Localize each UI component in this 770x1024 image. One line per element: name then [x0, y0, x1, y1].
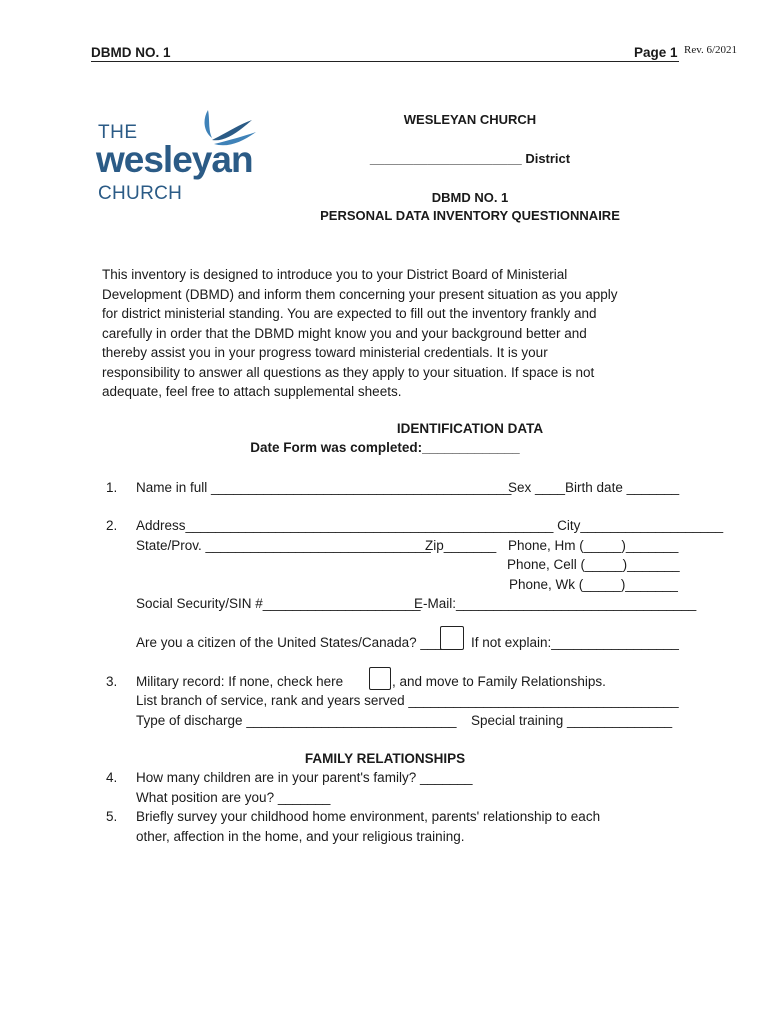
intro-line: Development (DBMD) and inform them concerning your present situation as you apply [102, 286, 618, 302]
wesleyan-logo [96, 108, 266, 208]
form-number-header: DBMD NO. 1 [91, 45, 171, 60]
logo-line-wesleyan: wesleyan [96, 139, 253, 180]
family-heading: FAMILY RELATIONSHIPS [304, 751, 466, 766]
sex-birthdate-field[interactable]: Sex ____Birth date _______ [508, 480, 680, 495]
discharge-field[interactable]: Type of discharge ____________________________ [136, 713, 457, 728]
district-field[interactable]: _____________________ District [369, 151, 571, 166]
children-count-field[interactable]: How many children are in your parent's family? _______ [136, 770, 473, 785]
intro-line: for district ministerial standing. You are expected to fill out the inventory frankly and [102, 306, 597, 321]
logo-line-church: CHURCH [98, 183, 183, 204]
ssn-field[interactable]: Social Security/SIN #_____________________ [136, 596, 421, 611]
citizen-question: Are you a citizen of the United States/Canada? ____ [136, 635, 451, 650]
intro-line: adequate, feel free to attach supplemental sheets. [102, 384, 402, 399]
intro-paragraph [102, 265, 672, 402]
logo-line-the: THE [98, 122, 138, 143]
military-instruction: , and move to Family Relationships. [392, 674, 606, 689]
birth-position-field[interactable]: What position are you? _______ [136, 790, 331, 805]
revision-date: Rev. 6/2021 [684, 44, 738, 56]
military-question: Military record: If none, check here [136, 674, 344, 689]
identification-heading: IDENTIFICATION DATA [396, 421, 544, 436]
zip-field[interactable]: Zip_______ [425, 538, 497, 553]
special-training-field[interactable]: Special training ______________ [471, 713, 673, 728]
question-number: 5. [106, 809, 118, 824]
form-number-title: DBMD NO. 1 [431, 190, 509, 205]
date-completed-field[interactable]: Date Form was completed:_____________ [250, 440, 520, 455]
branch-field[interactable]: List branch of service, rank and years served ____________________________________ [136, 693, 679, 708]
phone-cell-field[interactable]: Phone, Cell (_____)_______ [507, 557, 680, 572]
question-number: 3. [106, 674, 118, 689]
question-number: 1. [106, 480, 118, 495]
church-title: WESLEYAN CHURCH [403, 112, 537, 127]
citizen-explain-field[interactable]: If not explain:_________________ [471, 635, 679, 650]
question-number: 2. [106, 518, 118, 533]
intro-line: This inventory is designed to introduce you to your District Board of Ministerial [102, 267, 568, 282]
phone-work-field[interactable]: Phone, Wk (_____)_______ [509, 577, 678, 592]
form-name-title: PERSONAL DATA INVENTORY QUESTIONNAIRE [320, 208, 620, 223]
military-none-checkbox[interactable] [369, 667, 391, 690]
page-number: Page 1 [634, 45, 678, 60]
phone-home-field[interactable]: Phone, Hm (_____)_______ [508, 538, 679, 553]
question-number: 4. [106, 770, 118, 785]
intro-line: carefully in order that the DBMD might know you and your background better and [102, 325, 587, 341]
childhood-question-line: other, affection in the home, and your religious training. [136, 829, 465, 844]
intro-line: responsibility to answer all questions as they apply to your situation. If space is not [102, 364, 595, 380]
address-city-field[interactable]: Address_________________________________________________ City___________________ [136, 518, 724, 533]
name-field[interactable]: Name in full ________________________________________ [136, 480, 512, 495]
header-rule [91, 61, 679, 62]
state-field[interactable]: State/Prov. ______________________________ [136, 538, 431, 553]
intro-line: thereby assist you in your progress toward ministerial credentials. It is your [102, 345, 548, 360]
childhood-question-line: Briefly survey your childhood home environment, parents' relationship to each [136, 809, 601, 824]
email-field[interactable]: E-Mail:________________________________ [414, 596, 697, 611]
citizen-checkbox[interactable] [440, 626, 464, 650]
